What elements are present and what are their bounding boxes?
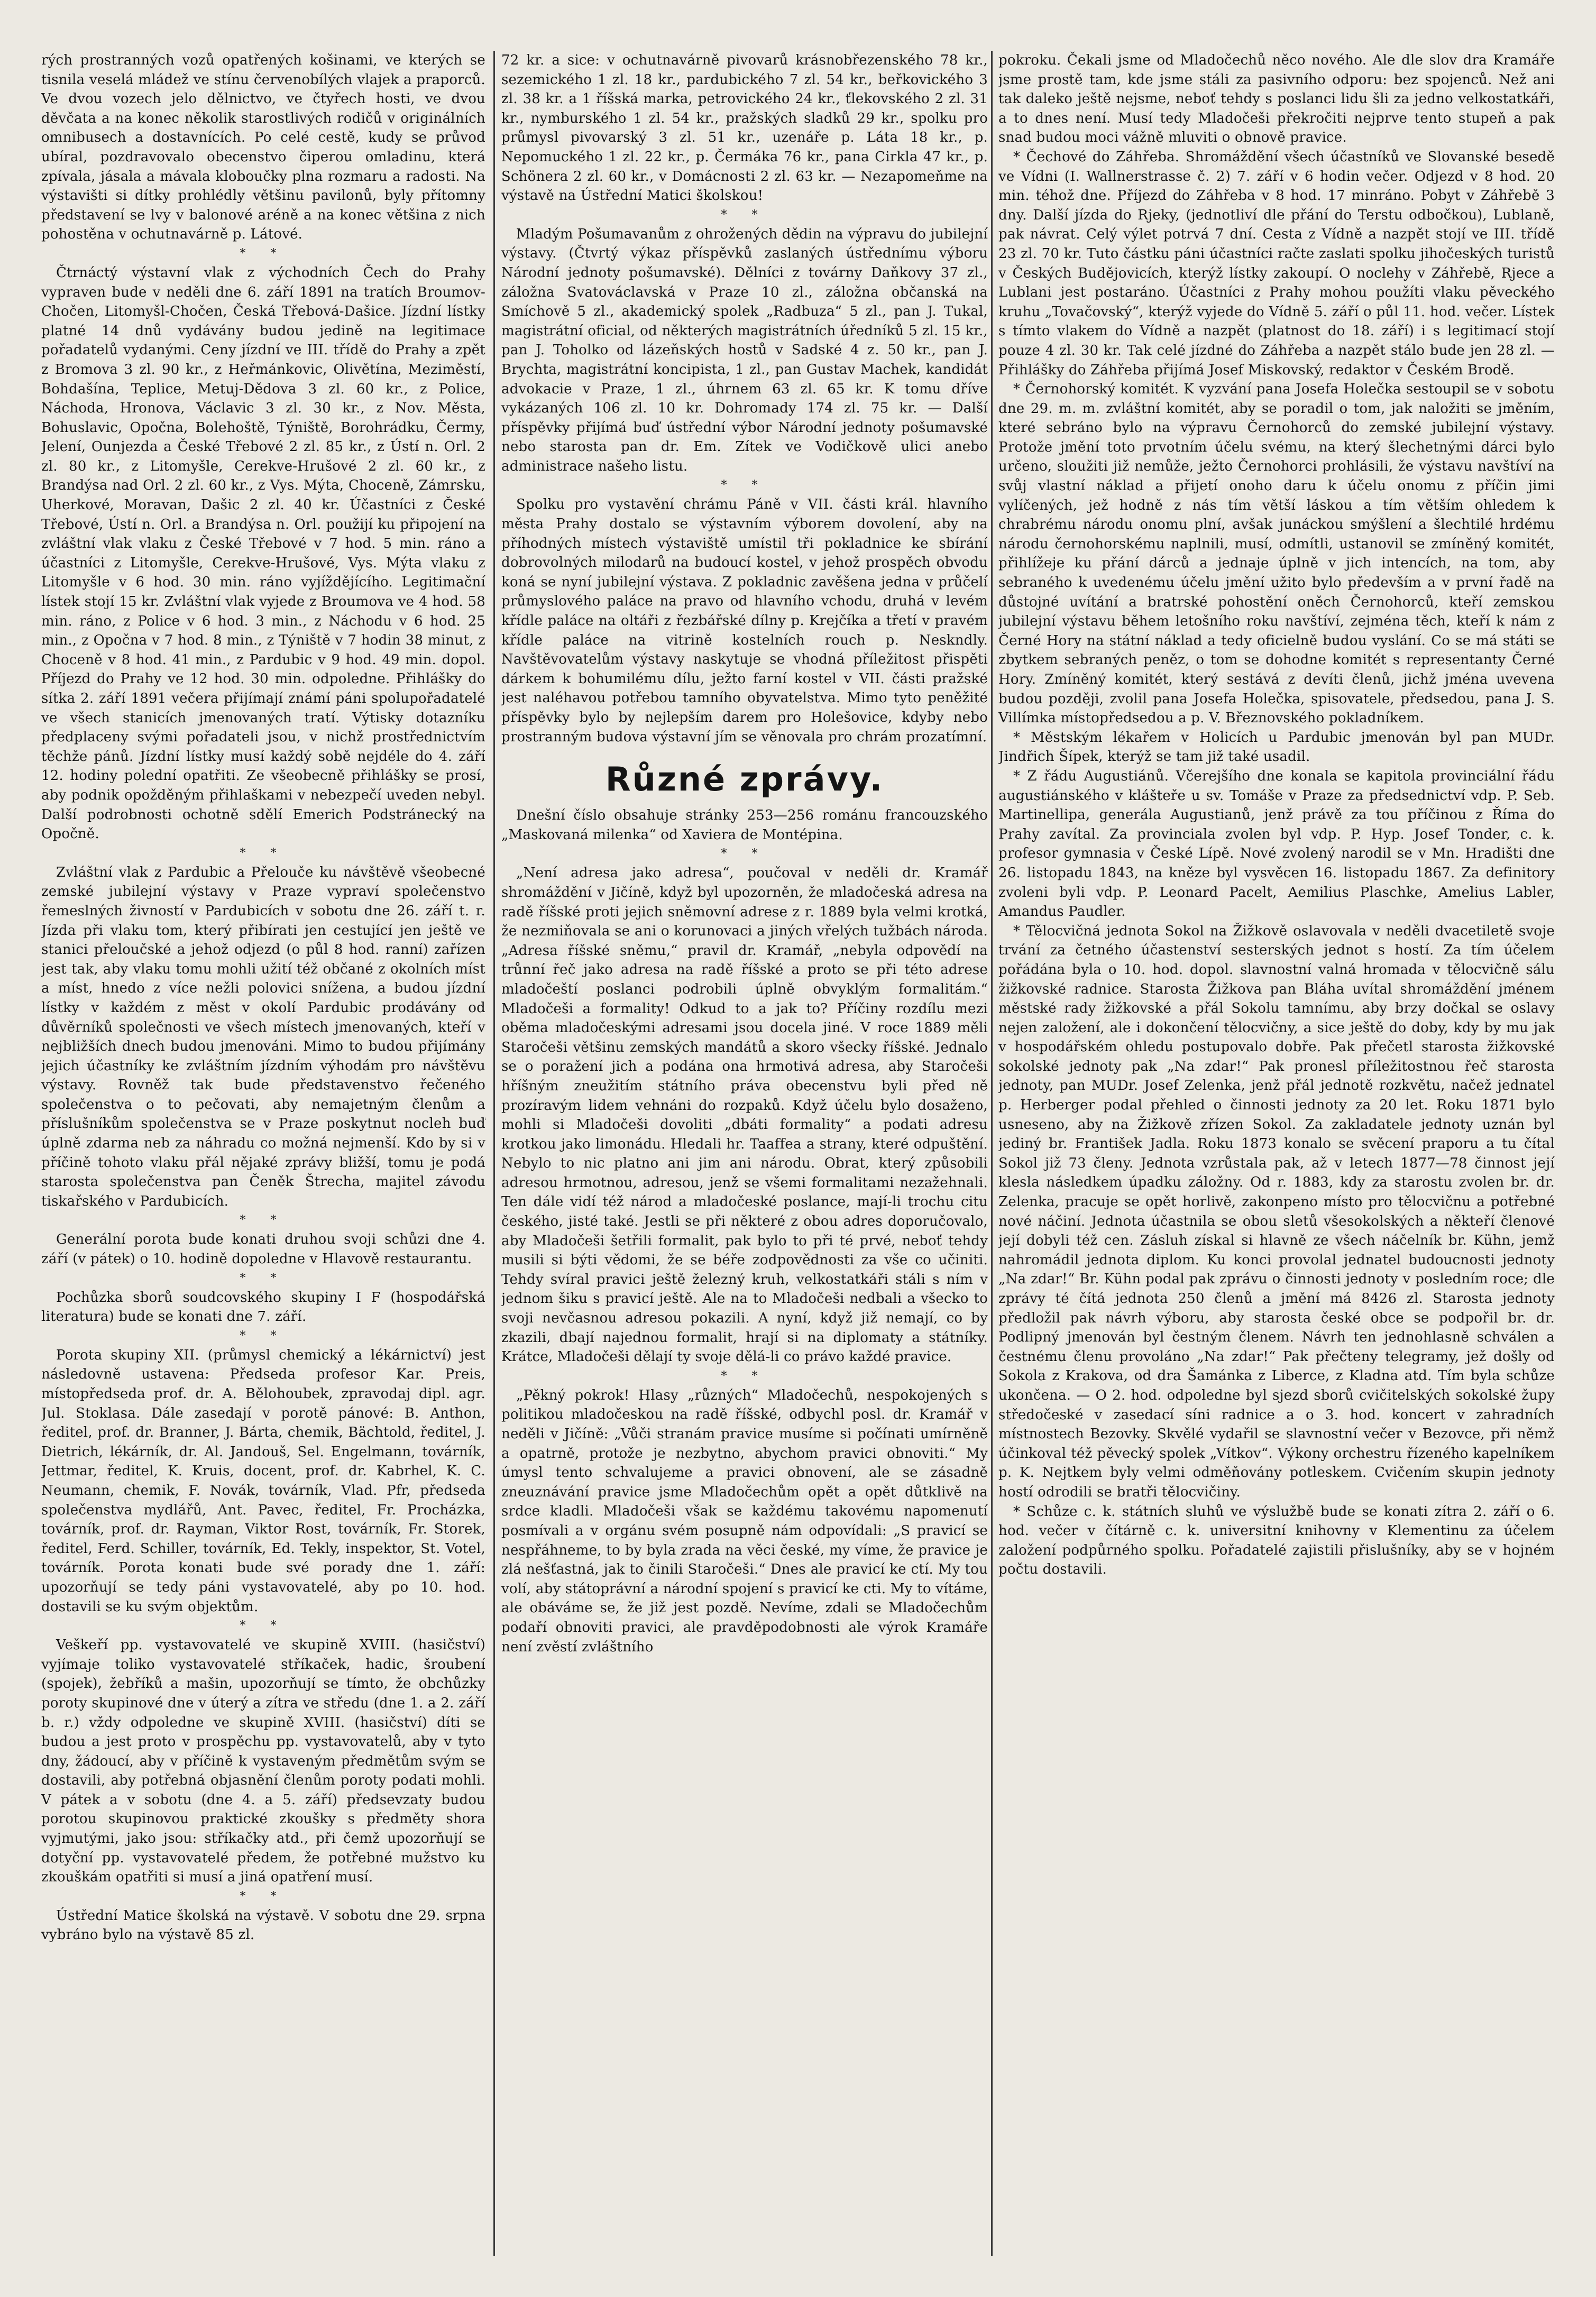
article-paragraph: Zvláštní vlak z Pardubic a Přelouče ku návštěvě všeobecné zemské jubilejní výstavy v Praze vypraví společenstvo řemeslných živností v Pardubicích v sobotu dne 26. září t. r. Jízda při vlaku tom, který přibírati jen cestující jen ještě ve stanici přeloučské a jehož odjezd (o půl 8 hod. ranní) zařízen jest tak, aby vlaku tomu mohli užití též občané z okolních míst a míst, hnedo z více nežli polovici snížena, a budou jízdní lístky v každém z měst v okolí Pardubic prodávány od důvěrníků společnosti ve všech místech jmenovaných, kteří v nejbližších dnech budou jmenováni. Mimo to budou přijímány jejich účastníky ke zvláštním jízdním výhodám pro návštěvu výstavy. Rovněž tak bude představenstvo řečeného společenstva o to pečovati, aby nemajetným členům a příslušníkům společenstva se v Praze poskytnut nocleh buď úplně zdarma neb za náhradu co možná nejmenší. Kdo by si v příčině tohoto vlaku přál nějaké zprávy bližší, tomu je podá starosta společenstva pan Čeněk Štrecha, majitel závodu tiskařského v Pardubicích.: [41, 864, 485, 1209]
section-separator: * *: [721, 479, 768, 492]
article-paragraph: Generální porota bude konati druhou svoji schůzi dne 4. září (v pátek) o 10. hodině dopoledne v Hlavově restaurantu.: [41, 1232, 485, 1267]
article-paragraph: Veškeří pp. vystavovatelé ve skupině XVIII. (hasičství) vyjímaje toliko vystavovatelé stříkaček, hadic, šroubení (spojek), žebříků a mašin, upozorňují se tímto, že obchůzky poroty skupinové dne v úterý a zítra ve středu (dne 1. a 2. září b. r.) vždy odpoledne ve skupině XVIII. (hasičství) díti se budou a jest proto v prospěchu pp. vystavovatelů, aby v tyto dny, žádoucí, aby v příčině k vystaveným předmětům svým se dostavili, aby potřebná objasnění členům poroty podati mohli. V pátek a v sobotu (dne 4. a 5. září) předsevzaty budou porotou skupinovou praktické zkoušky s předměty shora vyjmutými, jako jsou: stříkačky atd., při čemž upozorňují se dotyční pp. vystavovatelé předem, že potřebné mužstvo ku zkouškám opatřiti si musí a jiná opatření musí.: [41, 1637, 485, 1886]
article-paragraph: Mladým Pošumavanům z ohrožených dědin na výpravu do jubilejní výstavy. (Čtvrtý výkaz příspěvků zaslaných ústřednímu výboru Národní jednoty pošumavské). Dělníci z továrny Daňkovy 37 zl., záložna Svatováclavská v Praze 10 zl., záložna občanská na Smíchově 5 zl., akademický spolek „Radbuza“ 5 zl., pan J. Tukal, magistrátní oficial, od některých magistrátních úředníků 5 zl. 15 kr., pan J. Toholko od lázeňských hostů v Sadské 4 z. 50 kr., pan J. Brychta, magistrátní koncipista, 1 zl., pan Gustav Machek, kandidát advokacie v Praze, 1 zl., úhrnem 63 zl. 65 kr. K tomu dříve vykázaných 106 zl. 10 kr. Dohromady 174 zl. 75 kr. — Další příspěvky přijímá buď ústřední výbor Národní jednoty pošumavské nebo starosta pan dr. Em. Zítek ve Vodičkově ulici anebo administrace našeho listu.: [501, 226, 988, 474]
section-separator: * *: [721, 208, 768, 222]
article-paragraph: * Tělocvičná jednota Sokol na Žižkově oslavovala v neděli dvacetiletě svoje trvání za četného účastenství sesterských jednot s hostí. Za tím účelem pořádána byla o 10. hod. dopol. slavnostní valná hromada v tělocvičně sálu žižkovské radnice. Starosta Žižkova pan Bláha uvítal shromáždění jménem městské rady žižkovské a přál Sokolu tamnímu, aby brzy dočkal se oslavy nejen založení, ale i dokončení tělocvičny, a sice ještě do doby, kdy by mu jak v hospodářském ohledu postupovalo dobře. Pak přečetl starosta žižkovské sokolské jednoty pak „Na zdar!“ Pak pronesl příležitostnou řeč starosta jednoty, pan MUDr. Josef Zelenka, jenž přál jednotě rozkvětu, načež jednatel p. Herberger podal přehled o činnosti jednoty za 20 let. Roku 1871 bylo usneseno, aby na Žižkově zřízen Sokol. Za zakladatele jednoty uznán byl jediný br. František Jadla. Roku 1873 konalo se svěcení praporu a tu čítal Sokol již 73 členy. Jednota vzrůstala pak, až v letech 1877—78 činnost její klesla následkem úpadku záložny. Od r. 1883, kdy za starostu zvolen br. dr. Zelenka, pracuje se opět horlivě, zakonpeno místo pro tělocvičnu a potřebné nové náčiní. Jednota účastnila se obou sletů všesokolských a někteří členové její dobyli též cen. Zásluh získal si hlavně ze všech náčelník br. Kühn, jemž nahromádil jednota diplom. Ku konci provolal jednatel budoucnosti jednoty „Na zdar!“ Br. Kühn podal pak zprávu o činnosti jednoty v posledním roce; dle zprávy té čítá jednota 250 členů a jmění má 8426 zl. Starosta jednoty předložil pak návrh výboru, aby starosta české obce se podpořil br. dr. Podlipný jmenován byl čestným členem. Návrh ten jednohlasně schválen a čestnému členu provoláno „Na zdar!“ Pak přečteny telegramy, jež došly od Sokola z Krakova, od dra Šamánka z Liberce, z Kladna atd. Tím byla schůze ukončena. — O 2. hod. odpoledne byl sjezd sborů cvičitelských sokolské župy středočeské v zasedací síni radnice a o 3. hod. koncert v zahradních místnostech Bezovky. Skvělé vydařil se slavnostní večer v Bezovce, při němž účinkoval též pěvecký spolek „Vítkov“. Výkony orchestru řízeného kapelníkem p. K. Nejtkem byly velmi odměňovány potleskem. Cvičením skupin jednoty hostí odrodili se bratři tělocvičiny.: [998, 923, 1555, 1500]
article-paragraph: „Není adresa jako adresa“, poučoval v neděli dr. Kramář shromáždění v Jičíně, když byl upozorněn, že mladočeská adresa na radě říšské proti jejich sněmovní adrese z r. 1889 byla velmi krotká, že nezmiňovala se ani o korunovaci a jiných vřelých tužbách národa. „Adresa říšské sněmu,“ pravil dr. Kramář, „nebyla odpovědí na trůnní řeč jako adresa na radě říšské a proto se při této adrese mladočeští poslanci podrobili úplně obvyklým formalitám.“ Mladočeši a formality! Odkud to a jak to? Příčiny rozdílu mezi oběma mladočeskými adresami jsou docela jiné. V roce 1889 měli Staročeši většinu zemských mandátů a skoro všecky říšské. Jednalo se o poražení jich a podána ona hrmotivá adresa, aby Staročeši hříšným zneužitím státního práva obecenstvu byli před ně prozíravým lidem vehnáni do rozpaků. Když účelu bylo dosaženo, mohli si Mladočeši dovoliti „dbáti formality“ a podati adresu krotkou jako limonádu. Hledali hr. Taaffea a strany, které odpuštění. Nebylo to nic platno ani jim ani národu. Obrat, který způsobili adresou hrmotnou, adresou, jenž se všemi formalitami nezažehnali. Ten dále vidí též národ a mladočeské poslance, mají-li trochu citu českého, jisté také. Jestli se při některé z obou adres doporučovalo, aby Mladočeši šetřili formalit, pak bylo to při té prvé, neboť tehdy musili si býti vědomi, že se béře zodpovědnosti za vše co učiniti. Tehdy svíral pravici ještě železný kruh, velkostatkáři stáli s ním v jednom šiku s pravicí ještě. Ale na to Mladočeši nedbali a všecko to svoji nevčasnou adresou pokazili. A nyní, když již nemají, co by zkazili, dbají najednou formalit, hrají si na diplomaty a státníky. Krátce, Mladočeši dělají ty svoje dělá-li co právo každé pravice.: [501, 865, 988, 1365]
column-2: [501, 51, 988, 2256]
section-separator: * *: [721, 1369, 768, 1383]
section-separator: * *: [240, 1889, 287, 1903]
article-paragraph: Pochůzka sborů soudcovského skupiny I F (hospodářská literatura) bude se konati dne 7. září.: [41, 1289, 485, 1325]
article-paragraph: Dnešní číslo obsahuje stránky 253—256 románu francouzského „Maskovaná milenka“ od Xaviera de Montépina.: [501, 807, 988, 843]
section-separator: * *: [240, 1271, 287, 1285]
article-paragraph: * Schůze c. k. státních sluhů ve výslužbě bude se konati zítra 2. září o 6. hod. večer v čítárně c. k. universitní knihovny v Klementinu za účelem založení podpůrného spolku. Pořadatelé zajistili přislušníky, aby se v hojném počtu dostavili.: [998, 1503, 1555, 1578]
article-paragraph: * Čechové do Záhřeba. Shromáždění všech účastníků ve Slovanské besedě ve Vídni (I. Wallnerstrasse č. 2) 7. září v 6 hodin večer. Odjezd v 8 hod. 20 min. téhož dne. Příjezd do Záhřeba v 8 hod. 17 minráno. Pobyt v Záhřebě 3 dny. Další jízda do Rjeky, (jednotliví dle přání do Terstu odbočkou), Lublaně, pak návrat. Celý výlet potrvá 7 dní. Cesta z Vídně a nazpět stojí ve III. třídě 23 zl. 70 kr. Tuto částku páni účastníci račte zaslati spolku jihočeských turistů v Českých Budějovicích, kterýž lístky zakoupí. O noclehy v Záhřebě, Rjece a Lublani jest postaráno. Účastníci z Prahy mohou použíti vlaku pěveckého kruhu „Tovačovský“, kterýž vyjede do Vídně 5. září o půl 11. hod. večer. Lístek s tímto vlakem do Vídně a nazpět (platnost do 18. září) i s legitimací stojí pouze 4 zl. 30 kr. Tak celé jízdné do Záhřeba a nazpět stálo bude jen 28 zl. — Přihlášky do Záhřeba přijímá Josef Miskovský, redaktor v Českém Brodě.: [998, 149, 1555, 378]
column-1: [41, 51, 485, 2256]
column-3: [998, 51, 1555, 2256]
article-paragraph: Porota skupiny XII. (průmysl chemický a lékárnictví) jest následovně ustavena: Předseda profesor Kar. Preis, místopředseda prof. dr. A. Bělohoubek, zpravodaj dipl. agr. Jul. Stoklasa. Dále zasedají v porotě pánové: B. Anthon, ředitel, prof. dr. Branner, J. Bárta, chemik, Bächtold, ředitel, J. Dietrich, lékárník, dr. Al. Jandouš, Sel. Engelmann, továrník, Jettmar, ředitel, K. Kruis, docent, prof. dr. Kabrhel, K. C. Neumann, chemik, F. Novák, továrník, Vlad. Pfr, předseda společenstva mydlářů, Ant. Pavec, ředitel, Fr. Procházka, továrník, prof. dr. Rayman, Viktor Rost, továrník, Fr. Storek, ředitel, Ferd. Schiller, továrník, Ed. Tekly, inspektor, St. Votel, továrník. Porota konati bude své porady dne 1. září: upozorňují se tedy páni vystavovatelé, aby po 10. hod. dostavili se ku svým objektům.: [41, 1347, 485, 1615]
article-paragraph: * Z řádu Augustiánů. Včerejšího dne konala se kapitola provinciální řádu augustiánského v klášteře u sv. Tomáše v Praze za předsednictví vdp. P. Seb. Martinellipa, generála Augustianů, jenž právě za tou příčinou z Říma do Prahy zavítal. Za provinciala zvolen byl vdp. P. Hyp. Josef Tonder, c. k. profesor gymnasia v České Lípě. Nové zvolený narodil se v Mn. Hradišti dne 26. listopadu 1843, na kněze byl vysvěcen 16. listopadu 1867. Za definitory zvoleni byli vdp. P. Leonard Pacelt, Aemilius Plaschke, Amelius Labler, Amandus Paudler.: [998, 768, 1555, 920]
section-heading: Různé zprávy.: [605, 760, 884, 799]
column-divider: [493, 51, 495, 2256]
section-separator: * *: [240, 246, 287, 260]
article-paragraph: „Pěkný pokrok! Hlasy „různých“ Mladočechů, nespokojených s politikou mladočeskou na radě říšské, odbychl posl. dr. Kramář v neděli v Jičíně: „Vůči stranám pravice musíme si počínati umírněně a opatrně, protože je nezbytno, abychom pravici obnoviti.“ My úmysl tento schvalujeme a pravici obnovení, ale se zásadně zneuznávání pravice jsme Mladočechům opět a opět důtklivě na srdce kladli. Mladočeši však se každému takovému napomenutí posmívali a v orgánu svém posupně nám odpovídali: „S pravicí se nespřáhneme, to by byla zrada na věci české, my víme, že pravice je zlá nešťastná, jak to činili Staročeši.“ Dnes ale pravicí ke ctí. My tou volí, aby státoprávní a národní spojení s pravicí ke cti. My to vítáme, ale obáváme se, že již jest pozdě. Nevíme, zdali se Mladočechům podaří obnoviti pravici, ale pravděpodobnosti ale výrok Kramáře není zvěstí zvláštního: [501, 1387, 988, 1655]
section-separator: * *: [240, 1214, 287, 1227]
section-separator: * *: [240, 846, 287, 860]
newspaper-page: [41, 51, 1555, 2256]
article-paragraph: 72 kr. a sice: v ochutnavárně pivovarů krásnobřezenského 78 kr., sezemického 1 zl. 18 kr., pardubického 7 zl. 54 kr., beřkovického 3 zl. 38 kr. a 1 říšská marka, petrovického 24 kr., ťlekovského 2 zl. 31 kr., nymburského 1 zl. 54 kr., pražských sladků 29 kr., spolku pro průmysl pivovarský 3 zl. 51 kr., uzenáře p. Láta 18 kr., p. Nepomuckého 1 zl. 22 kr., p. Čermáka 76 kr., pana Cirkla 47 kr., p. Schönera 2 zl. 60 kr., v Domácnosti 2 zl. 63 kr. — Nezapomeňme na výstavě na Ústřední Matici školskou!: [501, 52, 988, 204]
article-paragraph: pokroku. Čekali jsme od Mladočechů něco nového. Ale dle slov dra Kramáře jsme prostě tam, kde jsme stáli za pasivního odporu: bez spojenců. Než ani tak daleko ještě nejsme, neboť tehdy s poslanci lidu šli za jedno velkostatkáři, a to dnes není. Musí tedy Mladočeši překročiti nejprve tento stupeň a pak snad budou moci vážně mluviti o obnově pravice.: [998, 52, 1555, 146]
article-paragraph: * Městským lékařem v Holicích u Pardubic jmenován byl pan MUDr. Jindřich Šípek, kterýž se tam již také usadil.: [998, 729, 1555, 765]
column-divider: [991, 51, 993, 2256]
section-separator: * *: [240, 1619, 287, 1633]
section-separator: * *: [721, 847, 768, 861]
article-paragraph: Čtrnáctý výstavní vlak z východních Čech do Prahy vypraven bude v neděli dne 6. září 1891 na tratích Broumov-Chočen, Litomyšl-Chočen, Česká Třebová-Dašice. Jízdní lístky platné 14 dnů vydávány budou jedině na legitimace pořadatelů vydanými. Ceny jízdní ve III. třídě do Prahy a zpět z Bromova 3 zl. 90 kr., z Heřmánkovic, Olivětína, Meziměstí, Bohdašína, Teplice, Metuj-Dědova 3 zl. 60 kr., z Police, Náchoda, Hronova, Václavic 3 zl. 30 kr., z Nov. Města, Bohuslavic, Opočna, Bolehoště, Týniště, Borohrádku, Čermy, Jelení, Ounjezda a České Třebové 2 zl. 85 kr., z Ústí n. Orl. 2 zl. 80 kr., z Litomyšle, Cerekve-Hrušové 2 zl. 60 kr., z Brandýsa nad Orl. 2 zl. 60 kr., z Vys. Mýta, Choceně, Zámrsku, Uherkové, Moravan, Dašic 2 zl. 40 kr. Účastníci z České Třebové, Ústí n. Orl. a Brandýsa n. Orl. použijí ku připojení na zvláštní vlak vlaku z České Třebové v 7 hod. 5 min. ráno a účastníci z Litomyšle, Cerekve-Hrušové, Vys. Mýta vlaku z Litomyšle v 6 hod. 30 min. ráno vyjíždějícího. Legitimační lístek stojí 15 kr. Zvláštní vlak vyjede z Broumova ve 4 hod. 58 min. ráno, z Police v 6 hod. 3 min., z Náchodu v 6 hod. 25 min., z Opočna v 7 hod. 8 min., z Týniště v 7 hodin 38 minut, z Choceně v 8 hod. 41 min., z Pardubic v 9 hod. 49 min. dopol. Příjezd do Prahy ve 12 hod. 30 min. odpoledne. Přihlášky do sítka 2. září 1891 večera přijímají známí páni spolupořadatelé ve všech stanicích jmenovaných tratí. Výtisky dotazníku předplaceny svými pořadateli jsou, v nichž prostřednictvím těchže pánů. Jízdní lístky musí každý sobě nejdéle do 4. září 12. hodiny polední opatřiti. Ze všeobecně přihlášky se prosí, aby podnik opožděným přihlaškami v nebezpečí uveden nebyl. Další podrobnosti ochotně sdělí Emerich Podstránecký na Opočně.: [41, 264, 485, 842]
article-paragraph: * Černohorský komitét. K vyzvání pana Josefa Holečka sestoupil se v sobotu dne 29. m. m. zvláštní komitét, aby se poradil o tom, jak naložiti se jměním, které sebráno bylo na výpravu Černohorců do zemské jubilejní výstavy. Protože jmění toto prvotním účelu svému, na který šlechetnými dárci bylo určeno, sloužiti již nemůže, ježto Černohorci prohlásili, že výstavu navštíví na svůj vlastní náklad a přijetí onoho daru k účelu onomu z příčin jimi vylíčených, jež hodně z nás tím větší láskou a tím větším ohledem k chrabrému národu onomu plní, avšak junáckou smýšlení a šlechtilé hrdému národu černohorskému naplnili, musí, odmítli, ustanovil se zmíněný komitét, přihlížeje ku přání dárců a jednaje úplně v jich intencích, na tom, aby sebraného k uvedenému účelu jmění užito bylo především a v první řadě na důstojné uvítání a bratrské pohostění oněch Černohorců, kteří zemskou jubilejní výstavu během letošního roku navštíví, zejména těch, kteří k nám z Černé Hory na státní náklad a tedy oficielně budou vyslání. Co se má státi se zbytkem sebraných peněz, o tom se dohodne komitét s representanty Černé Hory. Zmíněný komitét, který sestává z devíti členů, jichž jména uvevena budou později, zvolil pana Josefa Holečka, spisovatele, předsedou, pana J. S. Villímka místopředsedou a p. V. Březnovského pokladníkem.: [998, 381, 1555, 727]
article-paragraph: Spolku pro vystavění chrámu Páně v VII. části král. hlavního města Prahy dostalo se výstavním výborem dovolení, aby na příhodných místech výstaviště umístil tři pokladnice ke sbírání dobrovolných milodarů na budoucí kostel, v jehož prospěch obvodu koná se nyní jubilejní výstava. Z pokladnic zavěšena jedna v průčelí průmyslového paláce na pravo od hlavního vchodu, druhá v levém křídle paláce na oltáři z řezbářské dílny p. Krejčíka a třetí v pravém křídle paláce na vitrině kostelních rouch p. Neskndly. Navštěvovatelům výstavy naskytuje se vhodná příležitost přispěti dárkem k bohumilému dílu, ježto farní kostel v VII. části pražské jest naléhavou potřebou tamního obyvatelstva. Mimo tyto peněžité příspěvky bylo by nejlepším darem pro Holešovice, kdyby nebo prostranným budova výstavní jím se věnovala pro chrám prozatímní.: [501, 497, 988, 745]
article-paragraph: rých prostranných vozů opatřených košinami, ve kterých se tisnila veselá mládež ve stínu červenobílých vlajek a praporců. Ve dvou vozech jelo dělnictvo, ve čtyřech hosti, ve dvou děvčata a na konec několik starostlivých rodičů v originálních omnibusech a dostavnících. Po celé cestě, kudy se průvod ubíral, pozdravovalo obecenstvo čiperou omladinu, která zpívala, jásala a mávala kloboučky plna rozmaru a radosti. Na výstavišti si dítky prohlédly většinu pavilonů, byly přítomny představení se lvy v balonové aréně a na konec většina z nich pohostěna v ochutnavárně p. Látové.: [41, 52, 485, 243]
article-paragraph: Ústřední Matice školská na výstavě. V sobotu dne 29. srpna vybráno bylo na výstavě 85 zl.: [41, 1907, 485, 1943]
section-separator: * *: [240, 1329, 287, 1343]
